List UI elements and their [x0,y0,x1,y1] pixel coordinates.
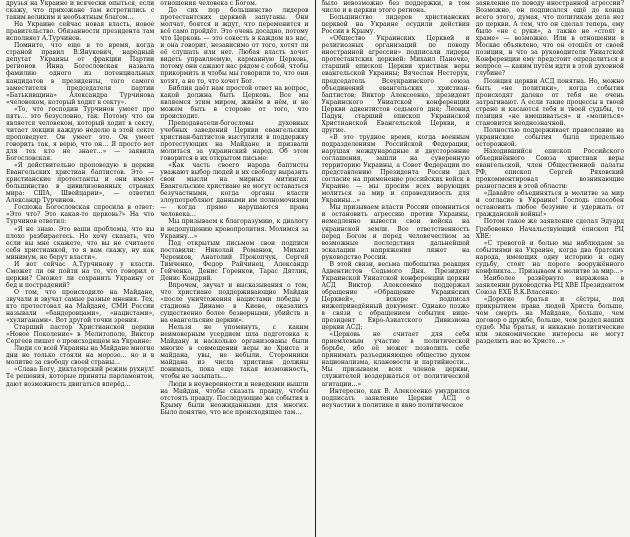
paragraph: «Дорогие братья и сёстры, под прикрытием права людей Христа больше, чем смерть на Майдане, больше, чем договор о дружбе, больше, чем раздел наших судеб. Мы братья, и никакие политические или экономические интересы не могут разделить нас во Христе…» [475,295,624,346]
text-column-2 [160,0,308,537]
paragraph: До сих пор большинство лидеров протестантских церквей запуганы. Они молчат, боятся и ждут, что переменится и всё само пройдёт. Это очень досадно, потому что Церковь — это совесть в каждом из нас, и она говорит, независимо от того, хотят ли её слушать или нет. Любая власть хочет видеть управляемую, карманную Церковь, потому они сажают нас рядом с собой, чтобы прикормить и чтобы мы говорили то, что они хотят, а не то, что хочет Бог. [160,7,309,85]
paragraph: Госпожа Богословская спросила в ответ: «Это что? Это какая-то церковь?» На что Турчинов ответил: [6,204,155,226]
paragraph: Помните, что еще в то время, когда страной правил В.Янукович, народный депутат Украины от фракции Партии регионов Инна Богословская назвала фамилию одного из потенциальных кандидатов в президенты, того самого заместителя председателя партии «Батькивщина» Александра Турчинова «человеком, который ходит в секту». [6,42,155,106]
paragraph: «Слава Богу, диктаторский режим рухнул! Те решения, которые приняты парламентом, дают возможность двигаться вперёд… [6,366,155,388]
column-divider [315,0,316,537]
paragraph: Полностью поддерживает православие на украинские события была предельно осторожной. [475,126,624,148]
text-column-3 [322,0,470,537]
paragraph: Нельзя не упомянуть, с каким неимоверным усердием шла подготовка к Майдану и насколько организованы были многие в совмещении веры во Христа и майдана, увы, не небыли. Сторонники майдана из числа христиан должны понимать, пока еще такая возможность, чтобы не засыпать… [160,324,309,381]
text-column-4 [476,0,624,537]
text-column-1 [6,0,154,537]
paragraph: Интересно, как В. Алексеенко умудрился подписать заявление Церкви АСД о неучастии в политике и явно политическое [321,387,470,409]
paragraph: В этой связи, весьма любопытна реакция Адвентистов Седьмого Дня. Президент Украинской Униатской конференции церкви АСД Виктор Алексеенко поддержал обращение «Обращение Украинских Церквей», вскоре подписал нижеприведённый документ. Однако позже в связи с обращением события вице-президент Евро-Азиатского Дивизиона церкви АСД: [321,260,470,332]
paragraph: «В это трудное время, когда военным подразделениям Российской Федерации, нарушая международные и двусторонние соглашения, зашли на суверенную территорию Украины, а Совет Федерации по представлению Президента России дал согласие на применение российских войск в Украине — мы просим всех верующих молиться за мир и справедливость для Украины…» [321,133,470,205]
paragraph: «Как часть своего народа баптисты уважают выбор людей и их свободу выразить свои мысли на мирных митингах. Евангельские христиане не могут оставаться безучастными, когда органы власти злоупотребляют данными им полномочиями — когда прямо нарушаются права человека… [160,162,309,219]
paragraph: отношения человека с Богом. [160,0,257,7]
paragraph: На Украине сейчас новая власть, новое правительство. Обязанности президента там исполняет А.Турчинов. [6,21,155,43]
paragraph: Находившийся епископ Российского объединённого Союза христиан веры евангельской, член Общественной палаты РФ, епископ Сергей Ряховский прокомментировал возникающие разногласия в этой области: [475,147,624,191]
paragraph: Наиболее развёрнуто выражена в заявлении руководства РЦ ХВЕ Президентом Союза ЕХБ В.К.Власенко: [475,274,624,296]
paragraph: «Церковь не считает для себя приемлемым участие в политической борьбе, ибо её может позволить себе принимать разъединяющее общество духом национализма, клановости и партийности… Мы призываем всех членов церкви, служителей воздержаться от политической агитации…» [321,331,470,388]
paragraph: «Общество Украинских Церквей и религиозных организаций по поводу иностранной агрессии» подписали лидеры протестантских церквей: Михаил Паночко, старший епископ Церкви христиан веры евангельской Украины; Вячеслав Нестерук, председатель Всеукраинского союза объединений евангельских христиан-баптистов; Виктор Алексеенко, президент Украинского Униатской конференции Церкви адвентистов седьмого дня; Леонид Падун, старший епископ Украинской Христианской Евангельской Церкви, и другие. [321,35,470,134]
paragraph: Мы призываем власти России опомниться и остановить агрессию против Украины, немедленно вывести свои войска на украинской земли. Все ответственность перед Богом и перед человечеством за возможные последствия дальнейшей эскалации напряжения ляжет на руководство России. [321,204,470,261]
paragraph: друзья на Украине и всячески опыться, если скажу, что прихожане там встретились с таким великим и необъятным благом… [6,0,155,22]
paragraph: Большинство лидеров христианских церквей на Украине осудили действия России в Крыму. [321,14,470,36]
paragraph: Под открытым письмом свои подписи поставили: Николай Романюк, Михаил Черенков, Анатолий Прокопчук, Сергей Тимченко, Федор Райчинец, Александр Гейченко, Денис Горенков, Тарас Дятлик, Денис Кондрий. [160,239,309,282]
paragraph: Потом такое же заявление сделал Эдуард Грабовенко Начальствующий епископ РЦ ХВЕ: [475,218,624,240]
paragraph: «То, что господин Турчинов умеет про пять… это безусловно, так. Потому что он является человеком, который ходит в секту, читает лекции каждую неделю в этой секте проповедует. Он умеет это. Он умеет говорить так, я верю, что он… Я просто вот для тех кто не знает…» — заявила Богословская. [6,105,155,163]
paragraph: Преподаватели-богословы духовных учебных заведений Церкви евангельских христиан-баптистов выступили в поддержку протестующих на Майдане и призвали молиться за украинский народ. Об этом говорится в их открытом письме: [160,119,309,163]
paragraph: Впрочем, звучат и высказывания о том, что христиане поддерживающие Майдан «после уничтожения нацистами победы у стадиона Динамо в Киеве, оказались существенно более безверными, убийств и на евангельские церкви». [160,281,309,325]
paragraph: Мы призываем к благоразумию, к диалогу и недопущению кровопролития. Молимся за Украину…» [160,218,309,240]
paragraph: О том, что происходило на Майдане, звучали и звучат самые разные мнения. Тех, кто протестовал на Майдане, СМИ России называли «бандеровцами», «нацистами», «хулиганами». Вот другой точки зрения. [6,288,155,325]
paragraph: Библия даёт нам простой ответ на вопрос, какой должна быть Церковь. Все мы являемся этим миром, живём в нём, и не можем быть в стороне от того, что происходит. [160,84,309,120]
paragraph: «С тревогой и болью мы наблюдаем за событиями на Украине, когда два братских народа, имеющих одну историю и одну судьбу, стоят на пороге вооружённого конфликта… Призываем к молитве за мир…» [475,239,624,275]
paragraph: заявление по поводу иностранной агрессии? Возможно, он подписался ещё до конца всего этого, думая, что политикам дела нет до церкви. А тем, что он сделал теперь, ему было «не с руки», а также не «стоят в храме» — возможно. Или в отношении в Москве объявлено, что он отошёл от своей позиции, и что за руководителя Униатской Конференции ему предстоит определиться в вопросе — каким путём идти в этой духовной глубине? [475,0,624,78]
paragraph: Люди в неуверенности и неведении вышли на Майдан, чтобы сказать правду, чтобы отстоять правду. Последующие же события в Крыму были неожиданными для многих. Было понятно, что все происходящее там… [160,380,309,416]
paragraph: Позиция церкви АСД понятна. Но, можно быть «не политики», когда события происходят далеко от тебя не очень затрагивают. А если такие процессы в твоей стране и касаются тебя и твоей судьбы, то позиция «не вмешиваться» и «молиться» становится неоднозначной. [475,77,624,127]
paragraph: «Я не знаю. Это ваши проблемы, что вы плохо разбираетесь. Но хочу сказать, что если вы мне скажете, что вы не считаете себя христианкой, то я вам скажу, ну как минимум, не берут власти». [6,225,155,261]
paragraph: «Я действительно проповедую в церкви Евангельских христиан баптистов. Это — христианские протестанты и они имеют большинство в цивилизованных странах мира: США, Швейцарии», — ответил Александр Турчинов. [6,162,155,205]
paragraph: Люди со всей Украины на Майдане многие дни не только стояли на морозе… но и в молитве за свободу своей страны… [6,345,155,367]
paragraph: «Давайте объединяться в молитве за мир и согласие в Украине! Господь способен остановить любое безумие и удержать от гражданской войны!» [475,190,624,219]
paragraph: И вот сейчас А.Турчинову у власти. Сможет ли он пойти на то, что говорил о церкви? Сможет ли сохранить Украину от бед и пострадений? [6,260,155,289]
paragraph: было невозможно без поддержки, в том числе и в церкви этого региона. [321,0,470,15]
paragraph: Старший пастор Христианской церкви «Новое Поколение» в Мелитополе, Виктор Сергеев пишет о происходящем на Украине: [6,324,155,346]
